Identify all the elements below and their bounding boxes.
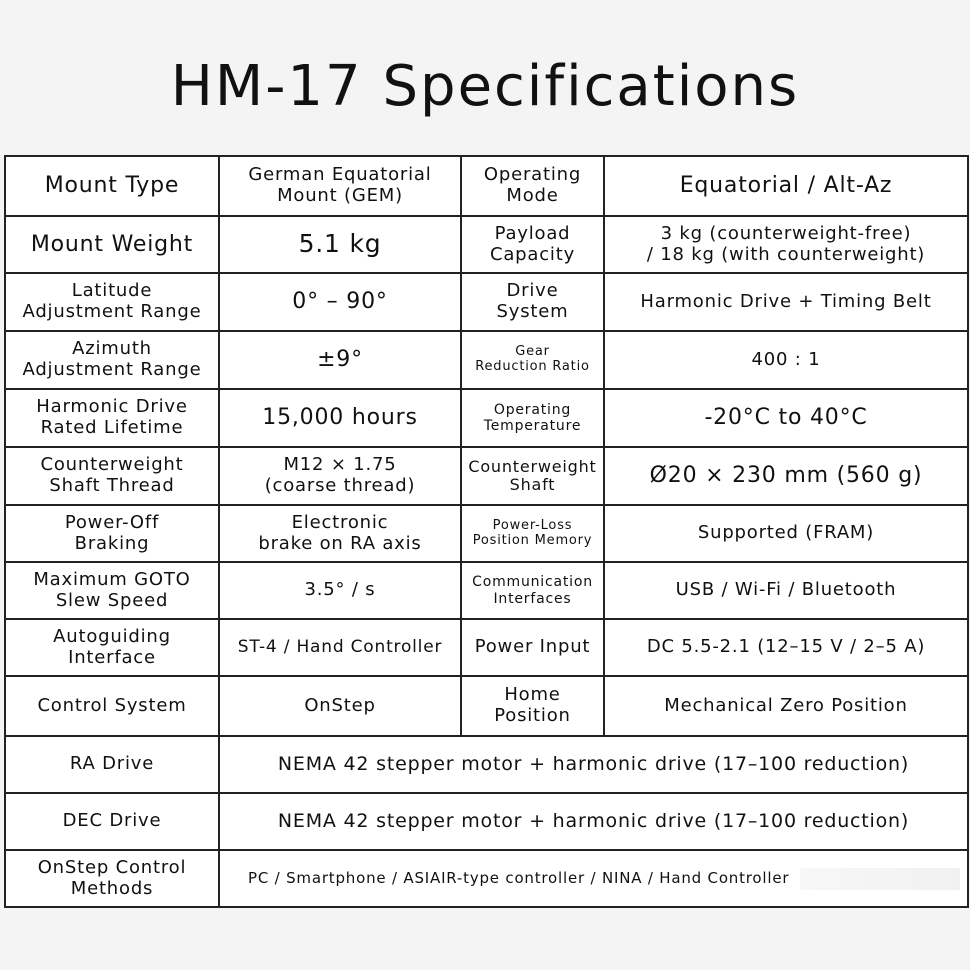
spec-value: Supported (FRAM) bbox=[604, 505, 968, 562]
spec-value: ±9° bbox=[219, 331, 461, 389]
spec-value: Harmonic Drive + Timing Belt bbox=[604, 273, 968, 331]
spec-value: 3 kg (counterweight-free) / 18 kg (with counterweight) bbox=[604, 216, 968, 273]
page-title: HM-17 Specifications bbox=[170, 54, 800, 119]
spec-label: Autoguiding Interface bbox=[5, 619, 219, 676]
spec-label: Azimuth Adjustment Range bbox=[5, 331, 219, 389]
spec-label: Drive System bbox=[461, 273, 604, 331]
spec-value: German Equatorial Mount (GEM) bbox=[219, 156, 461, 216]
table-row bbox=[5, 793, 968, 850]
spec-value: Electronic brake on RA axis bbox=[219, 505, 461, 562]
table-row bbox=[5, 273, 968, 331]
spec-value: NEMA 42 stepper motor + harmonic drive (17–100 reduction) bbox=[219, 736, 968, 793]
spec-label: Operating Mode bbox=[461, 156, 604, 216]
spec-label: Counterweight Shaft Thread bbox=[5, 447, 219, 505]
spec-label: Mount Weight bbox=[5, 216, 219, 273]
table-row bbox=[5, 389, 968, 447]
spec-label: DEC Drive bbox=[5, 793, 219, 850]
spec-label: Power-Off Braking bbox=[5, 505, 219, 562]
table-row bbox=[5, 447, 968, 505]
spec-value: DC 5.5-2.1 (12–15 V / 2–5 A) bbox=[604, 619, 968, 676]
spec-value: USB / Wi-Fi / Bluetooth bbox=[604, 562, 968, 619]
spec-value: M12 × 1.75 (coarse thread) bbox=[219, 447, 461, 505]
spec-value: 3.5° / s bbox=[219, 562, 461, 619]
spec-value: Equatorial / Alt-Az bbox=[604, 156, 968, 216]
spec-label: Gear Reduction Ratio bbox=[461, 331, 604, 389]
spec-label: Counterweight Shaft bbox=[461, 447, 604, 505]
spec-value: PC / Smartphone / ASIAIR-type controller / NINA / Hand Controller bbox=[219, 850, 968, 907]
spec-value: 5.1 kg bbox=[219, 216, 461, 273]
table-row bbox=[5, 619, 968, 676]
spec-label: Mount Type bbox=[5, 156, 219, 216]
spec-value: OnStep bbox=[219, 676, 461, 736]
spec-value: Mechanical Zero Position bbox=[604, 676, 968, 736]
spec-value: 0° – 90° bbox=[219, 273, 461, 331]
spec-label: Latitude Adjustment Range bbox=[5, 273, 219, 331]
smudge-overlay bbox=[800, 868, 960, 890]
table-row bbox=[5, 676, 968, 736]
specifications-table bbox=[4, 155, 969, 908]
spec-label: Payload Capacity bbox=[461, 216, 604, 273]
table-row bbox=[5, 331, 968, 389]
spec-value: 400 : 1 bbox=[604, 331, 968, 389]
spec-label: Home Position bbox=[461, 676, 604, 736]
table-row bbox=[5, 216, 968, 273]
table-row bbox=[5, 156, 968, 216]
spec-label: RA Drive bbox=[5, 736, 219, 793]
table-row bbox=[5, 562, 968, 619]
spec-label: OnStep Control Methods bbox=[5, 850, 219, 907]
spec-label: Maximum GOTO Slew Speed bbox=[5, 562, 219, 619]
spec-value: Ø20 × 230 mm (560 g) bbox=[604, 447, 968, 505]
spec-label: Communication Interfaces bbox=[461, 562, 604, 619]
table-row bbox=[5, 736, 968, 793]
spec-label: Control System bbox=[5, 676, 219, 736]
spec-label: Power-Loss Position Memory bbox=[461, 505, 604, 562]
spec-value: 15,000 hours bbox=[219, 389, 461, 447]
spec-value: -20°C to 40°C bbox=[604, 389, 968, 447]
table-row bbox=[5, 505, 968, 562]
spec-value: ST-4 / Hand Controller bbox=[219, 619, 461, 676]
spec-value: NEMA 42 stepper motor + harmonic drive (17–100 reduction) bbox=[219, 793, 968, 850]
spec-label: Operating Temperature bbox=[461, 389, 604, 447]
spec-label: Power Input bbox=[461, 619, 604, 676]
spec-label: Harmonic Drive Rated Lifetime bbox=[5, 389, 219, 447]
